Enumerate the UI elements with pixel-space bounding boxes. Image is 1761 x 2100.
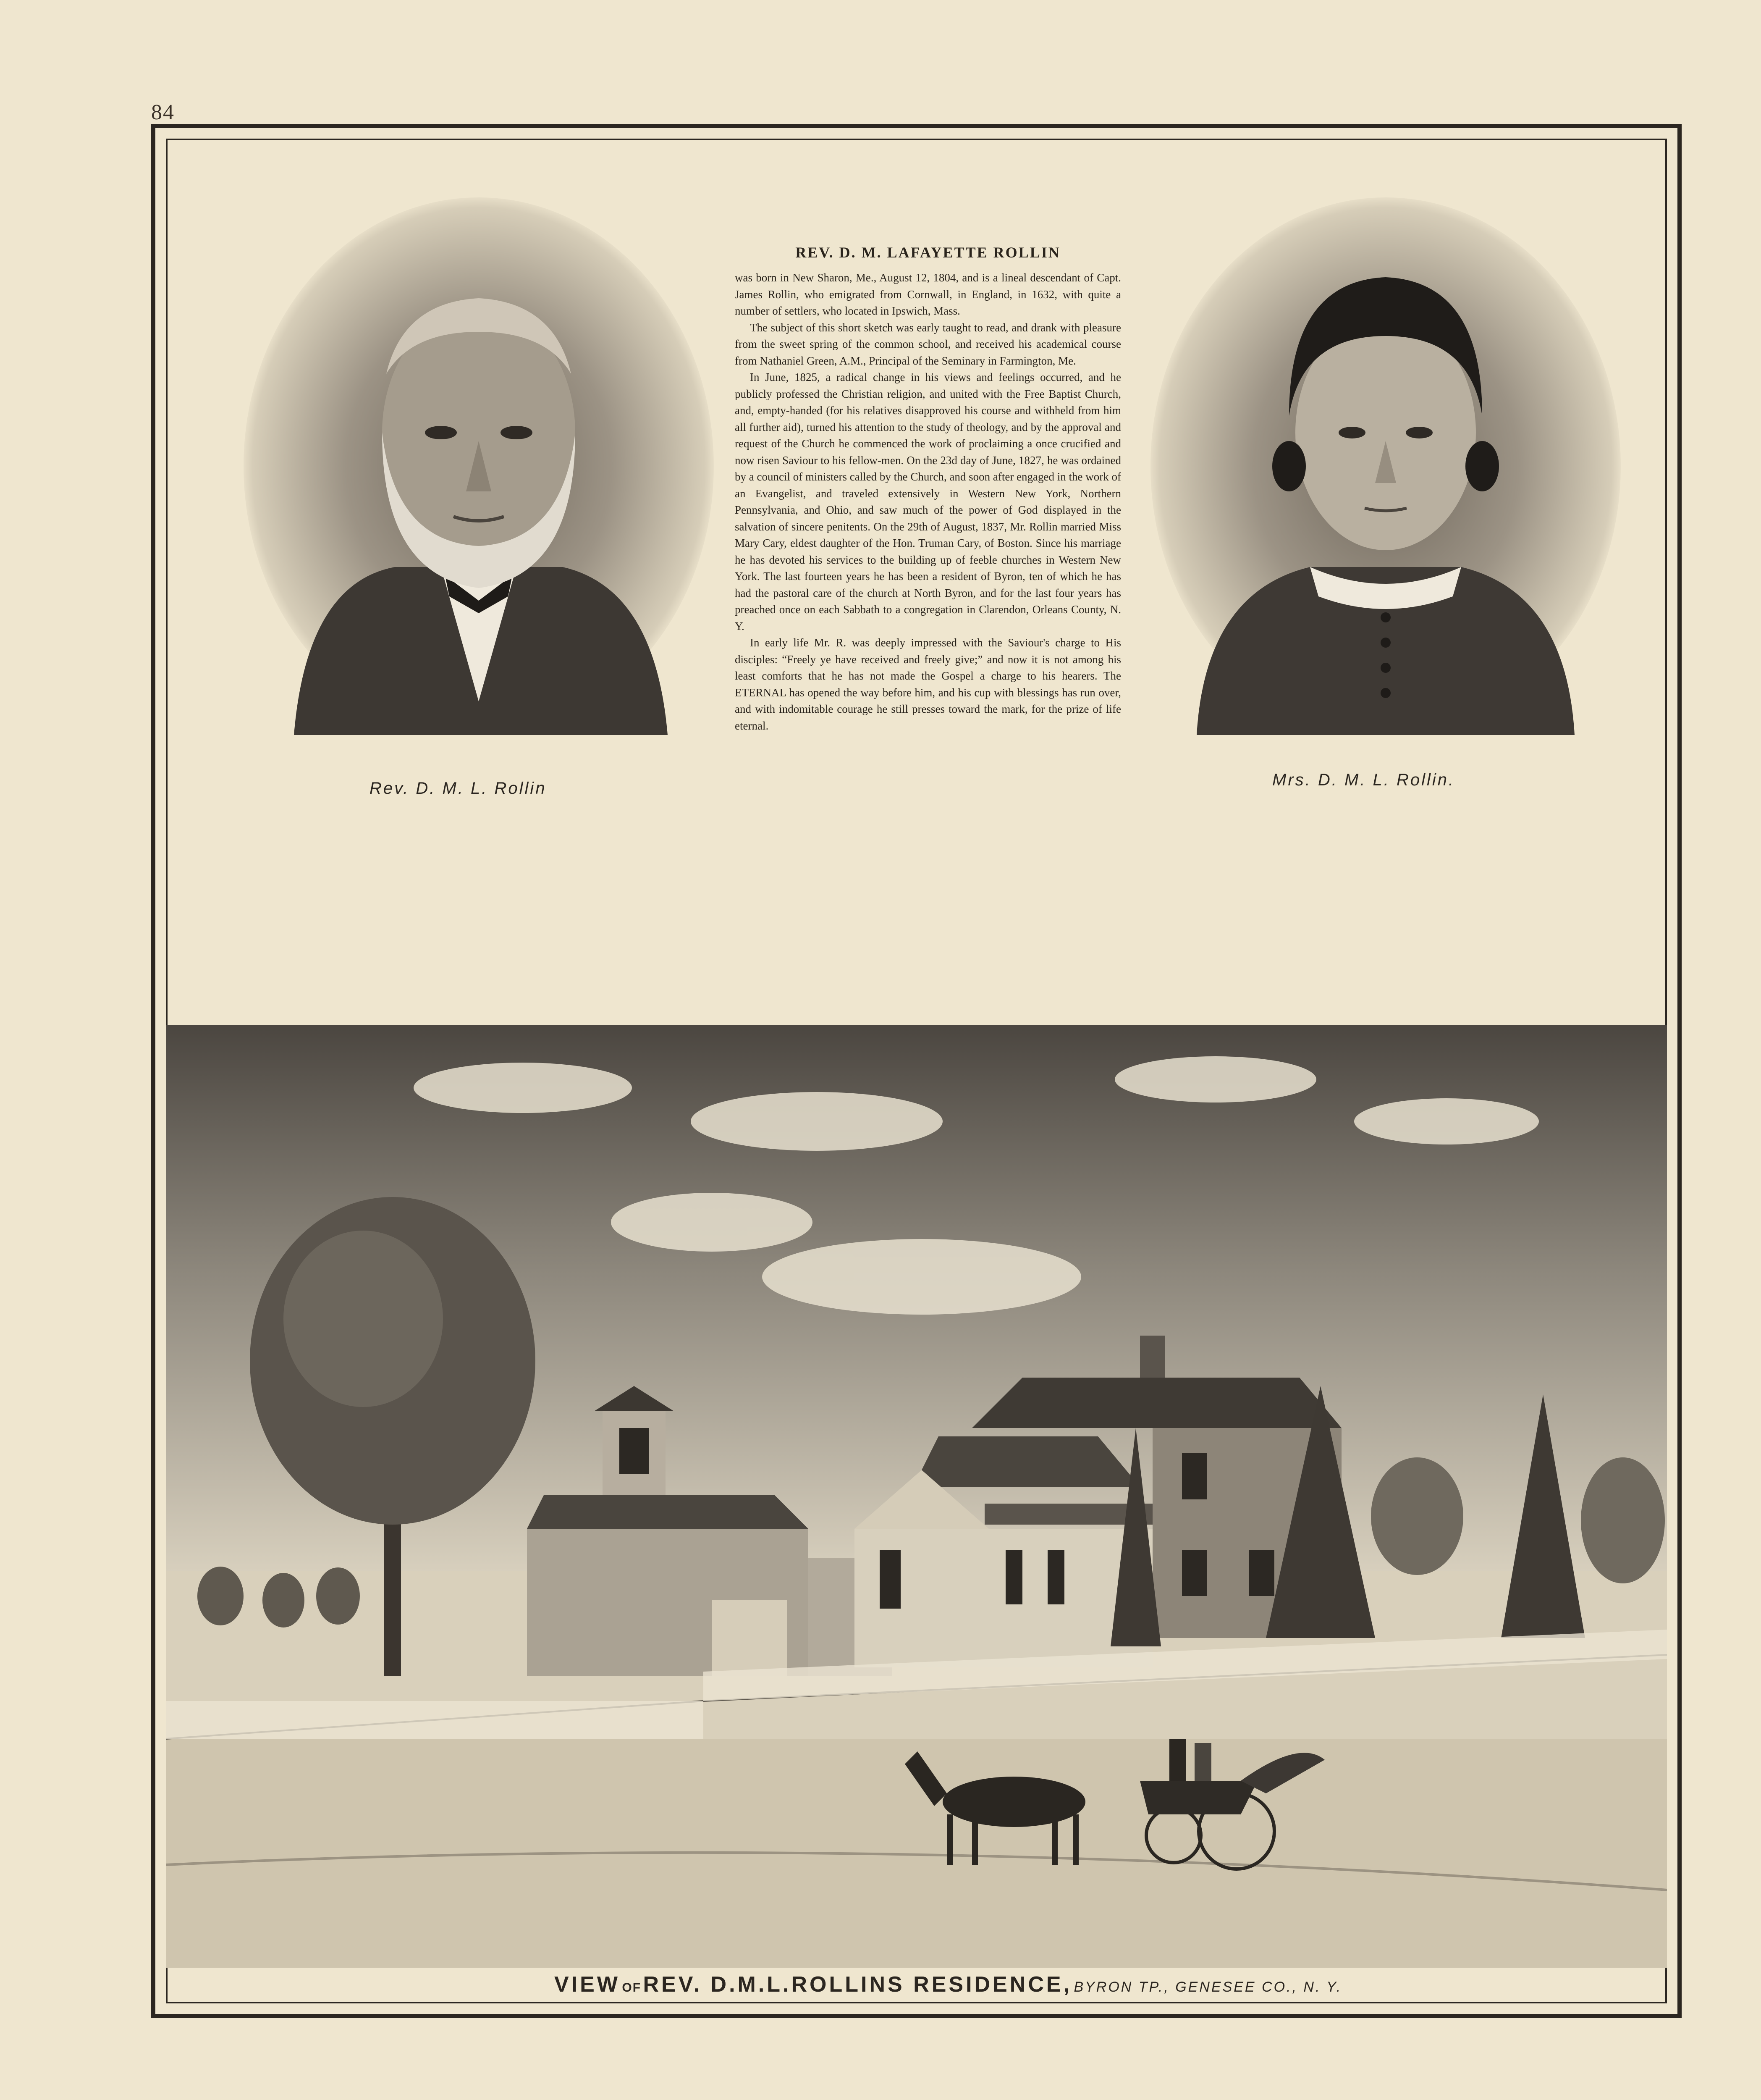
view-title-part2: OF	[622, 1981, 642, 1995]
orchard-trees	[197, 1567, 360, 1628]
biography-paragraph-1: was born in New Sharon, Me., August 12, 1804, and is a lineal descendant of Capt. James Rollin, who emigrated from Cornwall, in England, in 1632, with quite a number of settlers, who located in Ipswich, Mass.	[735, 271, 1121, 317]
caption-rev-rollin: Rev. D. M. L. Rollin	[369, 779, 547, 798]
biography-paragraph-2: The subject of this short sketch was early taught to read, and drank with pleasure from the sweet spring of the common school, and received his academical course from Nathaniel Green, A.M., Principal of the Seminary in Farmington, Me.	[735, 321, 1121, 367]
view-title-part1: VIEW	[554, 1972, 620, 1997]
residence-scene	[166, 1025, 1667, 1968]
page-number: 84	[151, 100, 175, 124]
view-title-part3: REV. D.M.L.ROLLINS RESIDENCE,	[643, 1972, 1072, 1997]
caption-mrs-rollin: Mrs. D. M. L. Rollin.	[1272, 771, 1455, 789]
portrait-mrs-rollin	[1150, 197, 1621, 735]
view-title	[554, 1972, 1342, 1997]
biography	[735, 244, 1121, 734]
biography-paragraph-4: In early life Mr. R. was deeply impressed with the Saviour's charge to His disciples: “Freely ye have received and freely give;” and now it is not among his least comforts that he has not made the Gospel a charge to his hearers. The ETERNAL has opened the way before him, and his cup with blessings has run over, and with indomitable courage he still presses toward the mark, for the prize of life eternal.	[735, 636, 1121, 732]
portrait-rev-rollin	[244, 197, 714, 735]
biography-heading: REV. D. M. LAFAYETTE ROLLIN	[795, 244, 1061, 261]
biography-paragraph-3: In June, 1825, a radical change in his views and feelings occurred, and he publicly professed the Christian religion, and united with the Free Baptist Church, and, empty-handed (for his relatives disapproved his course and withheld from him all further aid), turned his attention to the study of theology, and by the approval and request of the Church he commenced the work of proclaiming a once crucified and now risen Saviour to his fellow-men. On the 23d day of June, 1827, he was ordained by a council of ministers called by the Church, and soon after engaged in the work of an Evangelist, and traveled extensively in Western New York, Northern Pennsylvania, and Ohio, and saw much of the power of God displayed in the salvation of sincere penitents. On the 29th of August, 1837, Mr. Rollin married Miss Mary Cary, eldest daughter of the Hon. Truman Cary, of Boston. Since his marriage he has devoted his services to the building up of feeble churches in Western New York. The last fourteen years he has been a resident of Byron, ten of which he has had the pastoral care of the church at North Byron, and for the last four years has preached once on each Sabbath to a congregation in Clarendon, Orleans County, N. Y.	[735, 371, 1121, 633]
view-title-part4: BYRON TP., GENESEE CO., N. Y.	[1074, 1979, 1342, 1995]
